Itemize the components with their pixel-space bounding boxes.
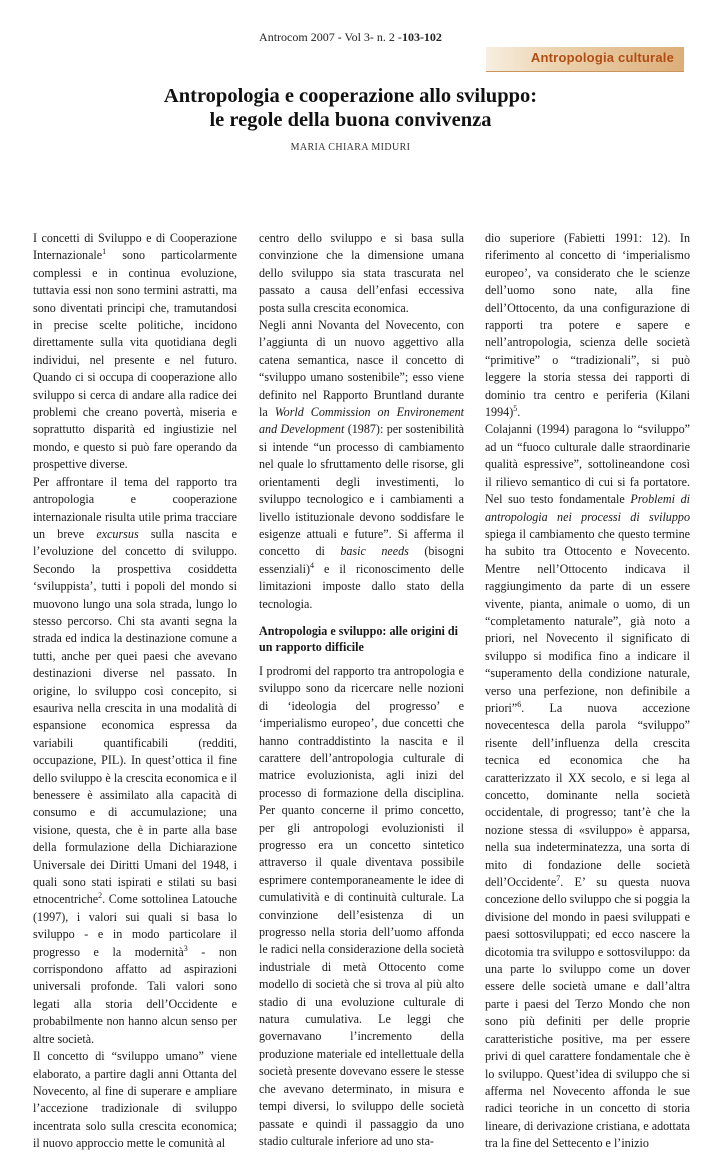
text-run: Per affrontare il tema del rapporto tra antropologia e cooperazione internazionale risulta utile prima tracciare un breve [33, 474, 237, 541]
text-run: - non corrispondono affatto ad aspirazioni universali profonde. Tali valori sono legati alla storia dell’Occidente e probabilmente non hanno alcun senso per altre società. [33, 944, 237, 1046]
paragraph [259, 317, 464, 613]
author-name: MARIA CHIARA MIDURI [290, 142, 411, 153]
text-run: (bisogni essenziali) [259, 544, 464, 576]
section-banner [486, 47, 684, 72]
paragraph: Il concetto di “sviluppo umano” viene elaborato, a partire dagli anni Ottanta del Novecento, al fine di superare e ampliare l’accezione tradizionale di sviluppo incentrata solo sulla crescita economica; il nuovo approccio mette le comunità al [33, 1049, 237, 1151]
section-label: Antropologia culturale [530, 50, 674, 65]
page-range: 103-102 [401, 30, 442, 44]
text-run: . La nuova accezione novecentesca della parola “sviluppo” risente dell’influenza della crescita tecnica ed economica che ha caratterizzato il XX secolo, e si lega al concetto, dominante nella società occidentale, di progresso; tant’è che la nozione stessa di «sviluppo» è apparsa, nella sua indeterminatezza, una sorta di mito di fondazione delle società dell’Occidente [485, 700, 690, 890]
footnote-ref[interactable]: 6 [517, 699, 522, 709]
text-run: (1987): per sostenibilità si intende “un processo di cambiamento nel quale lo sfruttamento delle risorse, gli orientamenti degli investimenti, lo sviluppo tecnologico e i cambiamenti a livello istituzionale devono soddisfare le esigenze attuali e future”. Si afferma il concetto di [259, 422, 464, 559]
text-run: Colajanni (1994) paragona lo “sviluppo” ad un “fuoco culturale dalle straordinarie qualità espressive”, sottolineandone così il rilievo semantico di cui si fa portatore. Nel suo testo fondamentale [485, 422, 690, 507]
article-title [0, 84, 701, 132]
footnote-ref[interactable]: 2 [98, 891, 103, 901]
title-line-2: le regole della buona convivenza [209, 109, 492, 131]
italic-term: World Commission on Environement and Development [259, 405, 464, 437]
italic-term: basic needs [340, 544, 409, 559]
section-heading: Antropologia e sviluppo: alle origini di un rapporto difficile [259, 623, 459, 654]
footnote-ref[interactable]: 4 [310, 560, 315, 570]
paragraph [33, 474, 237, 1048]
text-run: sulla nascita e l’evoluzione del concetto di sviluppo. Secondo la prospettiva cosiddetta ‘sviluppista’, tutti i popoli del mondo si muovono lungo una sola strada, lungo lo stesso percorso. Chi sta avanti segna la strada ed indica la destinazione comune a tutti, anche per quei paesi che avevano destinazioni diverse nel passato. In origine, lo sviluppo così concepito, si esauriva nella crescita in una modalità di espansione economica espressa da variabili quantificabili (redditi, occupazione, PIL). In quest’ottica il fine dello sviluppo è la crescita economica e il benessere è assimilato alla capacità di consumo e di accumulazione; una visione, questa, che è in parte alla base della formulazione della Dichiarazione Universale dei Diritti Umani del 1948, i quali sono stati ispirati e stilati su basi etnocentriche [33, 526, 237, 907]
running-header [0, 30, 701, 45]
paragraph [485, 421, 690, 1152]
footnote-ref[interactable]: 3 [183, 943, 188, 953]
paragraph: centro dello sviluppo e si basa sulla convinzione che la dimensione umana dello sviluppo sia stata trascurata nel passato a causa dell’enfasi eccessiva posta sulla crescita economica. [259, 231, 464, 315]
text-run: e il riconoscimento delle limitazioni imposte dallo stato della tecnologia. [259, 561, 464, 611]
footnote-ref[interactable]: 5 [513, 404, 518, 414]
text-column-1 [33, 230, 237, 1151]
italic-term: Problemi di antropologia nei processi di sviluppo [485, 492, 690, 524]
text-run: . Come sottolinea Latouche (1997), i valori sui quali si basa lo sviluppo - e in modo particolare il progresso e la modernità [33, 892, 237, 959]
text-run: sono particolarmente complessi e in continua evoluzione, tuttavia essi non sono termini astratti, ma sono diventati principi che, tramutandosi in precise scelte politiche, incidono direttamente sulla vita quotidiana degli individui, nel presente e nel futuro. Quando ci si occupa di cooperazione allo sviluppo si cerca di andare alla radice dei problemi che creano povertà, miseria e soprattutto disparità ed ingiustizie nel mondo, e questo si può fare operando da prospettive diverse. [33, 248, 237, 472]
text-run: Negli anni Novanta del Novecento, con l’aggiunta di un nuovo aggettivo alla catena semantica, nasce il concetto di “sviluppo umano sostenibile”; esso viene definito nel Rapporto Bruntland durante la [259, 318, 464, 420]
text-run: dio superiore (Fabietti 1991: 12). In riferimento al concetto di ‘imperialismo europeo’, va considerato che le scienze dell’uomo sono nate, alla fine dell’Ottocento, da una configurazione di rapporti tra potere e sapere e nell’antropologia, scienza delle società “primitive” o “tradizionali”, si può leggere la storia stessa dei rapporti di dominio tra centro e periferia (Kilani 1994) [485, 231, 690, 420]
paragraph: I prodromi del rapporto tra antropologia e sviluppo sono da ricercare nelle nozioni di ‘ideologia del progresso’ e ‘imperialismo europeo’, due concetti che hanno contraddistinto la nascita e il carattere dell’antropologia culturale di matrice evoluzionista, agli inizi del processo di formazione della disciplina. Per quanto concerne il primo concetto, per gli antropologi evoluzionisti il progresso era un concetto sintetico attraverso il quale diventava possibile esprimere contemporaneamente le idee di cumulatività e di continuità culturale. La convinzione dell’esistenza di un progresso nella storia dell’uomo affonda le radici nella considerazione della società industriale di metà Ottocento come modello di società che si trova al più alto stadio di una evoluzione culturale di natura cumulativa. Le leggi che governavano l’incremento della produzione materiale ed intellettuale della società presente dovevano essere le stesse che avevano determinato, in misura e tempi diversi, lo sviluppo delle società passate e quindi il passaggio da uno stadio culturale inferiore ad uno sta- [259, 663, 464, 1148]
title-line-1: Antropologia e cooperazione allo sviluppo: [163, 85, 538, 107]
paragraph [485, 230, 690, 421]
journal-citation: Antrocom 2007 - Vol 3- n. 2 - [259, 30, 402, 44]
text-column-2 [259, 230, 464, 1148]
footnote-ref[interactable]: 7 [556, 874, 561, 883]
text-run: . [517, 405, 521, 420]
paragraph [33, 230, 237, 474]
text-column-3 [485, 230, 690, 1151]
text-run: spiega il cambiamento che questo termine ha subito tra Ottocento e Novecento. Mentre nell’Ottocento indicava il raggiungimento da parte di un essere vivente, pianta, animale o uomo, di un “completamento naturale”, già noto a priori, nel Novecento il significato di sviluppo si modifica fino a indicare il “superamento della condizione naturale, verso una perfezione, non definibile a priori” [485, 526, 690, 715]
footnote-ref[interactable]: 1 [102, 247, 107, 257]
italic-term: excursus [96, 526, 139, 541]
text-run: I concetti di Sviluppo e di Cooperazione Internazionale [33, 231, 237, 263]
text-run: . E’ su questa nuova concezione dello sviluppo che si poggia la divisione del mondo in paesi sviluppati e paesi sottosviluppati; ed ecco nascere la dicotomia tra sviluppo e sottosviluppo: da una parte lo sviluppo come un dover essere delle società umane e dall’altra parte i paesi del Terzo Mondo che non sono più definiti per delle proprie caratteristiche positive, ma per essere privi di quel carattere fondamentale che è lo sviluppo. Quest’idea di sviluppo che si afferma nel Novecento affonda le sue radici teoriche in un concetto di storia lineare, di derivazione cristiana, e adottata tra la fine del Settecento e l’inizio [485, 875, 690, 1151]
